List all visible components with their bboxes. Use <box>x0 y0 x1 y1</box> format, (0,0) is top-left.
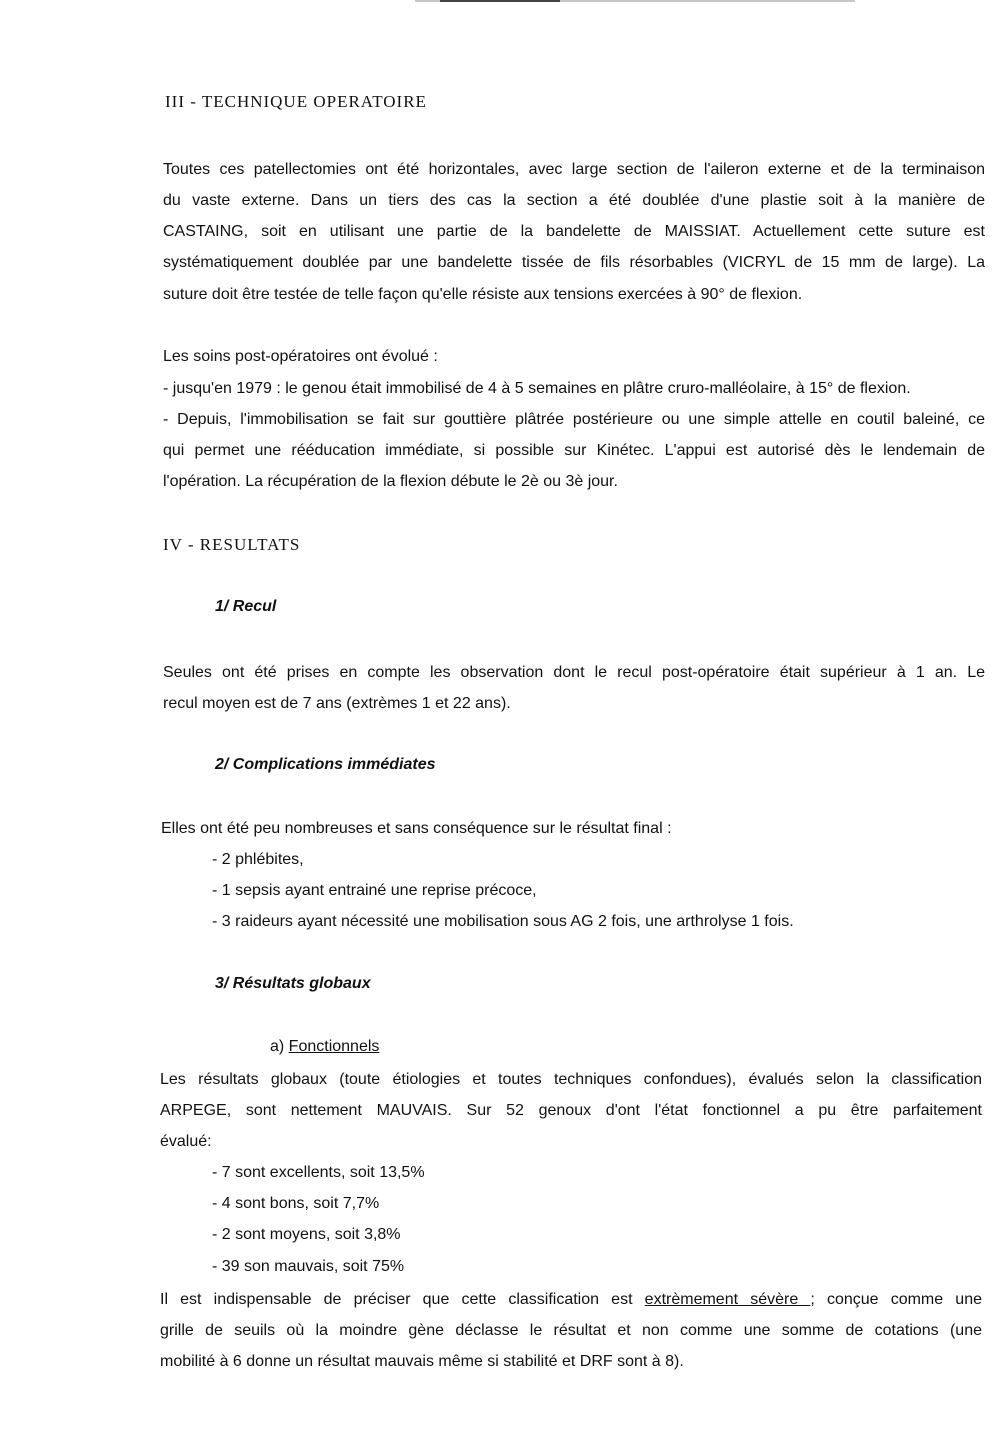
globaux-line-2: ARPEGE, sont nettement MAUVAIS. Sur 52 genoux d'ont l'état fonctionnel a pu être parfaitement <box>160 1102 982 1119</box>
globaux-subheading: 3/ Résultats globaux <box>215 975 371 992</box>
section-3-para-2-line-3: - Depuis, l'immobilisation se fait sur gouttière plâtrée postérieure ou une simple attelle en coutil baleiné, ce <box>163 411 985 428</box>
globaux-item-1: - 7 sont excellents, soit 13,5% <box>212 1164 425 1181</box>
fonctionnels-subheading <box>270 1037 379 1057</box>
closing-before: Il est indispensable de préciser que cette classification est <box>160 1291 645 1308</box>
section-3-para-1-line-2: du vaste externe. Dans un tiers des cas la section a été doublée d'une plastie soit à la manière de <box>163 192 985 209</box>
complications-item-2: - 1 sepsis ayant entrainé une reprise précoce, <box>212 882 537 899</box>
recul-line-1: Seules ont été prises en compte les observation dont le recul post-opératoire était supérieur à 1 an. Le <box>163 664 985 681</box>
section-3-para-1-line-5: suture doit être testée de telle façon qu'elle résiste aux tensions exercées à 90° de flexion. <box>163 286 803 303</box>
section-3-para-1-line-4: systématiquement doublée par une bandelette tissée de fils résorbables (VICRYL de 15 mm de large). La <box>163 254 985 271</box>
complications-intro: Elles ont été peu nombreuses et sans conséquence sur le résultat final : <box>161 820 672 837</box>
globaux-closing-line-3: mobilité à 6 donne un résultat mauvais même si stabilité et DRF sont à 8). <box>160 1353 684 1370</box>
section-3-heading: III - TECHNIQUE OPERATOIRE <box>165 92 427 111</box>
globaux-item-2: - 4 sont bons, soit 7,7% <box>212 1195 380 1212</box>
section-3-para-2-line-1: Les soins post-opératoires ont évolué : <box>163 348 438 365</box>
globaux-line-3: évalué: <box>160 1133 212 1150</box>
closing-underlined: extrèmement sévère <box>644 1291 811 1308</box>
complications-subheading: 2/ Complications immédiates <box>215 756 436 773</box>
section-4-heading: IV - RESULTATS <box>163 535 301 554</box>
section-3-para-1-line-1: Toutes ces patellectomies ont été horizontales, avec large section de l'aileron externe et de la terminaison <box>163 161 985 178</box>
section-3-para-2-line-2: - jusqu'en 1979 : le genou était immobilisé de 4 à 5 semaines en plâtre cruro-malléolaire, à 15° de flexion. <box>163 380 911 397</box>
fonctionnels-label: Fonctionnels <box>288 1038 380 1055</box>
section-3-para-2-line-5: l'opération. La récupération de la flexion débute le 2è ou 3è jour. <box>163 473 618 490</box>
section-3-para-2-line-4: qui permet une rééducation immédiate, si possible sur Kinétec. L'appui est autorisé dès le lendemain de <box>163 442 985 459</box>
globaux-closing-line-1 <box>160 1290 982 1310</box>
complications-item-3: - 3 raideurs ayant nécessité une mobilisation sous AG 2 fois, une arthrolyse 1 fois. <box>212 913 794 930</box>
globaux-item-3: - 2 sont moyens, soit 3,8% <box>212 1226 401 1243</box>
closing-after: ; conçue comme une <box>810 1291 982 1308</box>
globaux-item-4: - 39 son mauvais, soit 75% <box>212 1258 405 1275</box>
fonctionnels-prefix: a) <box>270 1038 289 1055</box>
complications-item-1: - 2 phlébites, <box>212 851 304 868</box>
globaux-closing-line-2: grille de seuils où la moindre gène déclasse le résultat et non comme une somme de cotations (une <box>160 1322 982 1339</box>
top-scan-rule-dark <box>440 0 560 2</box>
section-3-para-1-line-3: CASTAING, soit en utilisant une partie de la bandelette de MAISSIAT. Actuellement cette suture est <box>163 223 985 240</box>
globaux-line-1: Les résultats globaux (toute étiologies et toutes techniques confondues), évalués selon la classification <box>160 1071 982 1088</box>
recul-line-2: recul moyen est de 7 ans (extrèmes 1 et 22 ans). <box>163 695 511 712</box>
recul-subheading: 1/ Recul <box>215 598 277 615</box>
